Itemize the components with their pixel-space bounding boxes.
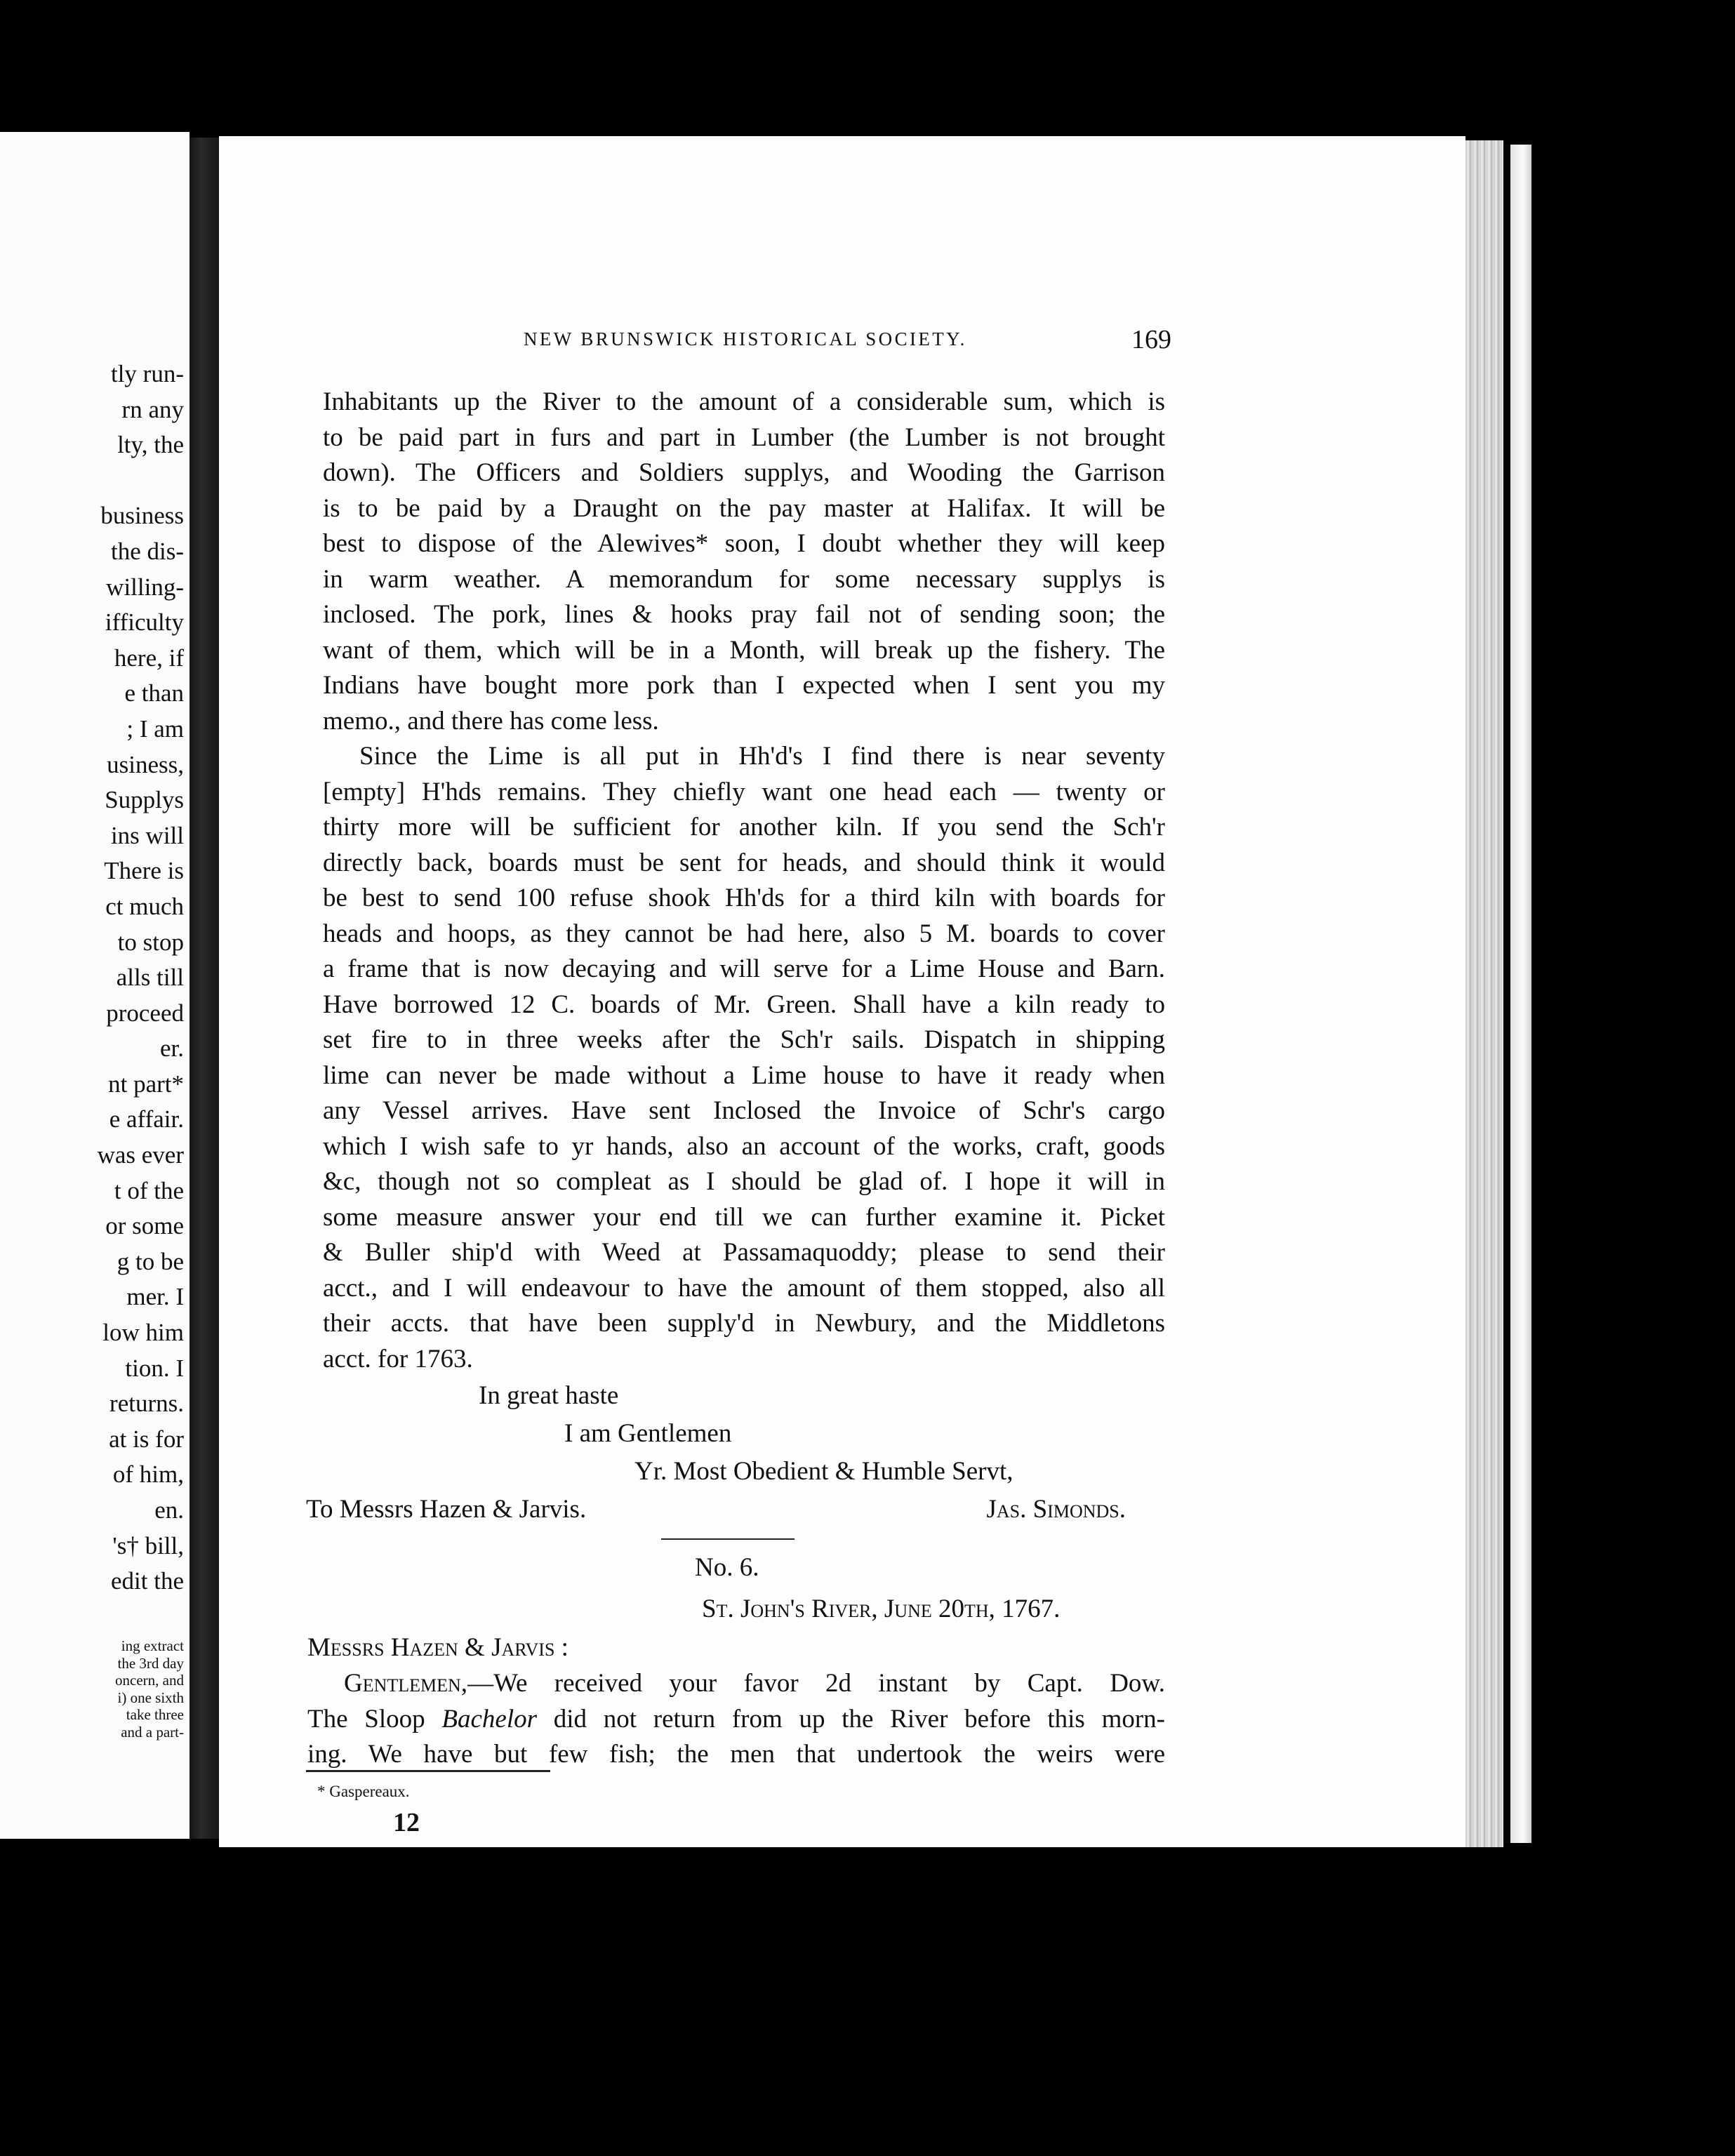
- text-line: proceed: [106, 999, 184, 1027]
- text-line: usiness,: [107, 750, 184, 778]
- text-line: set fire to in three weeks after the Sch'r sails. Dispatch in shipping: [323, 1025, 1165, 1054]
- section-divider: [661, 1538, 795, 1540]
- text-line: acct. for 1763.: [323, 1344, 473, 1373]
- closing-in-great-haste: In great haste: [479, 1381, 619, 1410]
- text-line: business: [100, 502, 184, 530]
- text-line: Since the Lime is all put in Hh'd's I find there is near seventy: [359, 742, 1165, 771]
- text-line: in warm weather. A memorandum for some necessary supplys is: [323, 564, 1165, 594]
- text-line: Indians have bought more pork than I expected when I sent you my: [323, 671, 1165, 700]
- signature: Jas. Simonds.: [986, 1495, 1126, 1524]
- text-line: acct., and I will endeavour to have the amount of them stopped, also all: [323, 1273, 1165, 1303]
- text-line: down). The Officers and Soldiers supplys, and Wooding the Garrison: [323, 458, 1165, 487]
- text-line: was ever: [97, 1141, 184, 1169]
- text-line: g to be: [117, 1247, 184, 1275]
- text-line: the 3rd day: [117, 1654, 184, 1672]
- book-gutter: [190, 138, 219, 1839]
- text-line: Have borrowed 12 C. boards of Mr. Green. Shall have a kiln ready to: [323, 990, 1165, 1019]
- text-line: [0, 463, 184, 499]
- page-edge-shadow: [1503, 145, 1510, 1843]
- facing-page-left: [0, 132, 190, 1839]
- text-line: nt part*: [108, 1070, 184, 1098]
- text-line: to be paid part in furs and part in Lumber (the Lumber is not brought: [323, 422, 1165, 452]
- text-line: er.: [159, 1034, 184, 1063]
- text-line: Gentlemen,—We received your favor 2d instant by Capt. Dow.: [344, 1669, 1165, 1698]
- text-line: ifficulty: [105, 608, 184, 637]
- text-line: ing extract: [121, 1637, 184, 1654]
- text-line: memo., and there has come less.: [323, 706, 659, 736]
- text-line: oncern, and: [115, 1672, 184, 1689]
- text-line: of him,: [112, 1460, 184, 1489]
- text-line: [empty] H'hds remains. They chiefly want one head each — twenty or: [323, 777, 1165, 806]
- ship-name: Bachelor: [441, 1704, 537, 1734]
- text-line: i) one sixth: [117, 1689, 184, 1706]
- text-line: thirty more will be sufficient for another kiln. If you send the Sch'r: [323, 813, 1165, 841]
- text-line: ing. We have but few fish; the men that undertook the weirs were: [307, 1740, 1165, 1769]
- text-line: which I wish safe to yr hands, also an account of the works, craft, goods: [323, 1131, 1165, 1161]
- address-signature-row: [306, 1491, 1168, 1529]
- text-line: 's† bill,: [112, 1531, 184, 1559]
- letter-salutation: Messrs Hazen & Jarvis :: [307, 1633, 569, 1662]
- printer-signature-mark: 12: [393, 1808, 420, 1837]
- text-line: ins will: [110, 821, 184, 849]
- text-line: e than: [124, 679, 184, 707]
- text-line: rn any: [121, 395, 184, 423]
- text-line: or some: [105, 1212, 184, 1240]
- text-line: the dis-: [110, 537, 184, 565]
- text-line: returns.: [109, 1390, 184, 1418]
- text-line: any Vessel arrives. Have sent Inclosed the Invoice of Schr's cargo: [323, 1096, 1165, 1125]
- text-line: and a part-: [121, 1723, 184, 1741]
- text-line: best to dispose of the Alewives* soon, I doubt whether they will keep: [323, 529, 1165, 558]
- text-line: heads and hoops, as they cannot be had here, also 5 M. boards to cover: [323, 919, 1165, 948]
- text-line: &c, though not so compleat as I should be glad of. I hope it will in: [323, 1167, 1165, 1196]
- text-line: at is for: [109, 1425, 184, 1453]
- text-line: tion. I: [125, 1354, 184, 1382]
- text-line: ; I am: [126, 714, 184, 743]
- text-line: willing-: [106, 573, 184, 601]
- text-line: some measure answer your end till we can further examine it. Picket: [323, 1202, 1165, 1232]
- letter-6-opening: [307, 1666, 1165, 1773]
- text-line: directly back, boards must be sent for heads, and should think it would: [323, 848, 1165, 877]
- text-line: is to be paid by a Draught on the pay master at Halifax. It will be: [323, 493, 1165, 523]
- closing-obedient-servant: Yr. Most Obedient & Humble Servt,: [634, 1457, 1013, 1486]
- text-line: There is: [104, 857, 184, 885]
- letter-dateline: St. John's River, June 20th, 1767.: [702, 1595, 1061, 1623]
- page-edge-leaf: [1510, 145, 1531, 1843]
- text-line: alls till: [116, 964, 184, 992]
- running-head: NEW BRUNSWICK HISTORICAL SOCIETY.: [524, 328, 967, 350]
- text-line: & Buller ship'd with Weed at Passamaquoddy; please to send their: [323, 1238, 1165, 1267]
- footnote-rule: [306, 1770, 550, 1772]
- text-line: Inhabitants up the River to the amount of a considerable sum, which is: [323, 387, 1165, 416]
- letter-paragraph-1: [323, 385, 1165, 739]
- text-line: low him: [102, 1319, 184, 1347]
- text-line: ct much: [105, 892, 184, 920]
- text-line: en.: [154, 1496, 184, 1524]
- text-line: inclosed. The pork, lines & hooks pray fail not of sending soon; the: [323, 600, 1165, 629]
- text-line: lime can never be made without a Lime house to have it ready when: [323, 1060, 1165, 1090]
- facing-page-footnotes: [0, 1637, 184, 1741]
- text-line: Supplys: [105, 786, 184, 814]
- greeting: Gentlemen,: [344, 1669, 468, 1698]
- text-line: to stop: [117, 928, 184, 956]
- text-line: want of them, which will be in a Month, will break up the fishery. The: [323, 635, 1165, 665]
- text-line: t of the: [114, 1176, 184, 1204]
- text-line: here, if: [114, 644, 184, 672]
- text-line: lty, the: [117, 431, 184, 459]
- text-line: e affair.: [109, 1105, 184, 1133]
- text-line: The Sloop Bachelor did not return from up the River before this morn-: [307, 1704, 1165, 1734]
- letter-number: No. 6.: [695, 1553, 759, 1582]
- page-edges: [1465, 140, 1503, 1847]
- text-line: mer. I: [126, 1283, 184, 1311]
- footnote: * Gaspereaux.: [317, 1783, 410, 1800]
- text-line: their accts. that have been supply'd in Newbury, and the Middletons: [323, 1309, 1165, 1338]
- text-line: edit the: [111, 1567, 184, 1595]
- text-line: a frame that is now decaying and will serve for a Lime House and Barn.: [323, 954, 1165, 983]
- text-line: tly run-: [110, 360, 184, 387]
- text-line: take three: [126, 1706, 184, 1723]
- page-number: 169: [1131, 325, 1171, 354]
- addressee: To Messrs Hazen & Jarvis.: [306, 1495, 587, 1524]
- closing-i-am-gentlemen: I am Gentlemen: [564, 1419, 732, 1448]
- text-line: be best to send 100 refuse shook Hh'ds for a third kiln with boards for: [323, 884, 1165, 912]
- page-body: [306, 385, 1165, 1773]
- facing-page-text: [0, 357, 184, 1599]
- letter-paragraph-2: [323, 739, 1165, 1377]
